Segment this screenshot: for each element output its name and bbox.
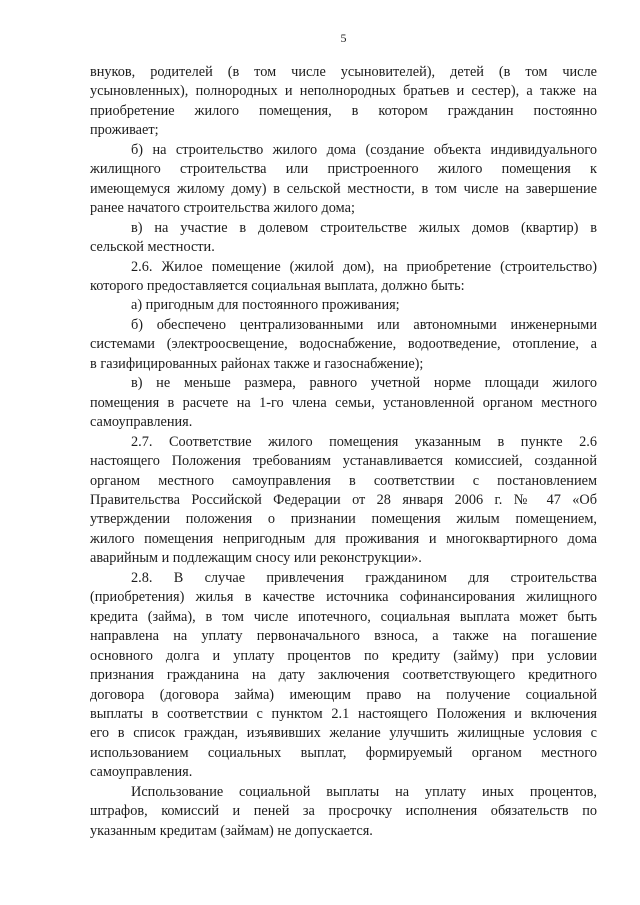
text-line: усыновленных), полнородных и неполнородных братьев и сестер), а также на — [90, 83, 597, 100]
text-line: самоуправления. — [90, 764, 193, 781]
text-line: которого предоставляется социальная выплата, должно быть: — [90, 277, 465, 294]
text-line: б) обеспечено централизованными или автономными инженерными — [131, 316, 597, 333]
text-line: использованием социальных выплат, формируемый органом местного — [90, 744, 597, 761]
paragraph-item-b-construction — [90, 141, 597, 219]
text-line: а) пригодным для постоянного проживания; — [131, 297, 400, 314]
text-line: Правительства Российской Федерации от 28 января 2006 г. № 47 «Об — [90, 491, 597, 508]
text-line: ранее начатого строительства жилого дома; — [90, 200, 355, 217]
text-line: в) не меньше размера, равного учетной норме площади жилого — [131, 375, 597, 392]
text-line: 2.6. Жилое помещение (жилой дом), на приобретение (строительство) — [131, 258, 597, 275]
text-line: утверждении положения о признании помещения жилым помещением, — [90, 511, 597, 528]
document-body — [90, 63, 597, 841]
paragraph-item-v-shared-construction — [90, 219, 597, 258]
text-line: направлена на уплату первоначального взноса, а также на погашение — [90, 628, 597, 645]
text-line: штрафов, комиссий и пеней за просрочку исполнения обязательств по — [90, 803, 597, 820]
text-line: в) на участие в долевом строительстве жилых домов (квартир) в — [131, 219, 597, 236]
paragraph-item-v-area — [90, 374, 597, 432]
page-number: 5 — [340, 31, 347, 45]
paragraph-section-2-7 — [90, 433, 597, 569]
text-line: приобретение жилого помещения, в котором гражданин постоянно — [90, 102, 597, 119]
text-line: самоуправления. — [90, 414, 193, 431]
text-line: аварийным и подлежащим сносу или реконструкции». — [90, 550, 422, 567]
text-line: основного долга и уплату процентов по кредиту (займу) при условии — [90, 647, 597, 664]
text-line: (приобретения) жилья в качестве источника софинансирования жилищного — [90, 589, 597, 606]
paragraph-item-b-engineering — [90, 316, 597, 374]
paragraph-item-a-suitable — [90, 296, 597, 315]
text-line: помещения в расчете на 1-го члена семьи, установленной органом местного — [90, 394, 597, 411]
text-line: его в список граждан, изъявивших желание улучшить жилищные условия с — [90, 725, 597, 742]
text-line: имеющемуся жилому дому) в сельской местности, в том числе на завершение — [90, 180, 597, 197]
text-line: жилищного строительства или пристроенного жилого помещения к — [90, 161, 597, 178]
text-line: настоящего Положения требованиям устанавливается комиссией, созданной — [90, 453, 597, 470]
text-line: Использование социальной выплаты на уплату иных процентов, — [131, 783, 597, 800]
text-line: внуков, родителей (в том числе усыновителей), детей (в том числе — [90, 64, 597, 80]
paragraph-continuation — [90, 63, 597, 141]
text-line: проживает; — [90, 122, 159, 139]
paragraph-section-2-8 — [90, 569, 597, 783]
text-line: 2.7. Соответствие жилого помещения указанным в пункте 2.6 — [131, 433, 597, 450]
text-line: кредита (займа), в том числе ипотечного, социальная выплата может быть — [90, 608, 597, 625]
text-line: признания гражданина на дату заключения соответствующего кредитного — [90, 667, 597, 684]
text-line: б) на строительство жилого дома (создание объекта индивидуального — [131, 141, 597, 158]
text-line: жилого помещения непригодным для проживания и многоквартирного дома — [90, 530, 597, 547]
paragraph-use-restrictions — [90, 783, 597, 841]
text-line: выплаты в соответствии с пунктом 2.1 настоящего Положения и включения — [90, 705, 597, 722]
text-line: в газифицированных районах также и газоснабжение); — [90, 355, 424, 372]
text-line: договора (договора займа) имеющим право на получение социальной — [90, 686, 597, 703]
text-line: органом местного самоуправления в соответствии с постановлением — [90, 472, 597, 489]
paragraph-section-2-6 — [90, 258, 597, 297]
text-line: указанным кредитам (займам) не допускается. — [90, 822, 373, 839]
text-line: 2.8. В случае привлечения гражданином для строительства — [131, 569, 597, 586]
text-line: системами (электроосвещение, водоснабжение, водоотведение, отопление, а — [90, 336, 597, 353]
text-line: сельской местности. — [90, 239, 215, 256]
